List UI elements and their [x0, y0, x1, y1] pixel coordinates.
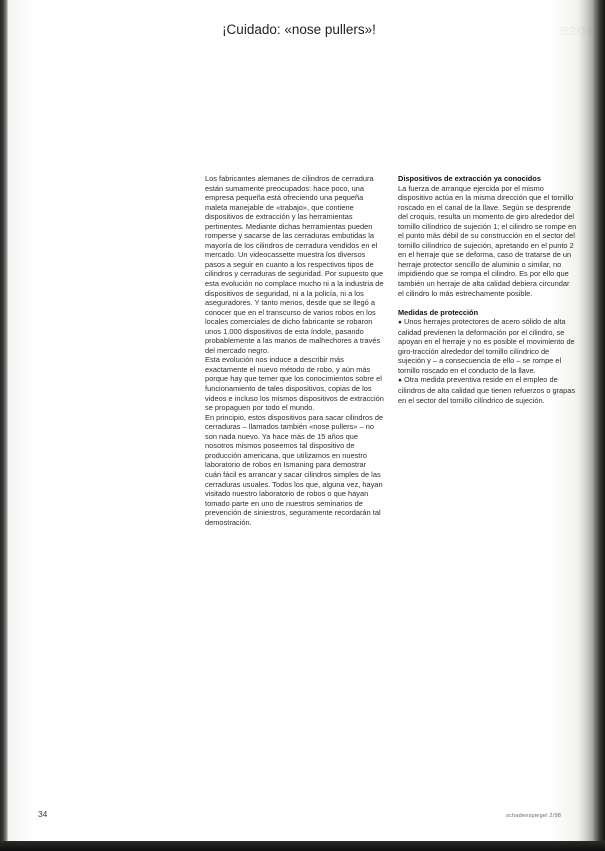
- right-text-column: [398, 174, 577, 527]
- paragraph: Esta evolución nos induce a describir más exactamente el nuevo método de robo, y aún más porque hay que temer que los conocimientos sobre el funcionamiento de tales dispositivos, copias de los videos e incluso los mismos dispositivos de extracción se propaguen por todo el mundo.: [205, 355, 384, 413]
- publication-colophon: schadenspiegel 2/98: [506, 813, 562, 819]
- bullet-list-item: [398, 317, 577, 375]
- scan-right-border: [593, 0, 605, 851]
- article-columns: [205, 174, 577, 527]
- book-gutter-shadow: [0, 0, 8, 843]
- paragraph: La fuerza de arranque ejercida por el mismo dispositivo actúa en la misma dirección que el tornillo roscado en el canal de la llave. Según se desprende del croquis, resulta un momento de giro alrededor del tornillo cilíndrico de sujeción 1; el cilindro se rompe en el punto más débil de su construcción en el sector del tornillo cilíndrico de sujeción, apretando en el punto 2 en el herraje que se deforma, caso de tratarse de un herraje protector sencillo de aluminio o similar, no impidiendo que se rompa el cilindro. Es por ello que también un herraje de alta calidad debiera circundar el cilindro lo más estrechamente posible.: [398, 183, 577, 298]
- bullet-item-text: Unos herrajes protectores de acero sólido de alta calidad previenen la deformación por el cilindro, se apoyan en el herraje y no es posible el movimiento de giro-tracción alrededor del tornillo cilíndrico de sujeción y – a consecuencia de ello – se rompe el tornillo roscado en el conducto de la llave.: [398, 317, 575, 375]
- page-number: 34: [38, 809, 48, 819]
- section-heading-known-devices: Dispositivos de extracción ya conocidos: [398, 174, 541, 183]
- scan-bottom-border: [0, 841, 605, 851]
- bleed-through-ghost-text: nose: [558, 22, 595, 39]
- page-edge-shadow: [579, 0, 593, 841]
- section-heading-protection-measures: Medidas de protección: [398, 307, 479, 317]
- bullet-point-icon: ●: [398, 377, 402, 385]
- paragraph: En principio, estos dispositivos para sacar cilindros de cerraduras – llamados también «nose pullers» – no son nada nuevo. Ya hace más de 15 años que nosotros mismos poseemos tal dispositivo de producción americana, que utilizamos en nuestro laboratorio de robos en Ismaning para demostrar cuán fácil es arrancar y sacar cilindros simples de las cerraduras usuales. Todos los que, alguna vez, hayan visitado nuestro laboratorio de robos o que hayan tomado parte en uno de nuestros seminarios de prevención de siniestros, seguramente recordarán tal demostración.: [205, 412, 384, 527]
- bullet-list-item: [398, 375, 577, 405]
- bullet-point-icon: ●: [398, 319, 402, 327]
- paragraph: Los fabricantes alemanes de cilindros de cerradura están sumamente preocupados: hace poco, una empresa pequeña está ofreciendo una pequeña maleta manejable de «trabajo», que contiene dispositivos de extracción y las herramientas pertinentes. Mediante dichas herramientas pueden romperse y sacarse de las cerraduras embutidas la mayoría de los cilindros de cerradura vendidos en el mercado. Un videocassette muestra los diversos pasos a seguir en cuanto a los respectivos tipos de cilindros y cerraduras de seguridad. Por supuesto que esta evolución no complace mucho ni a la industria de dispositivos de seguridad, ni a la policía, ni a los aseguradores. Y tanto menos, desde que se llegó a conocer que en el transcurso de varios robos en los locales comerciales de dicho fabricante se robaron unos 1.000 dispositivos de esta índole, pasando probablemente a las manos de malhechores a través del mercado negro.: [205, 174, 384, 355]
- magazine-page: [8, 0, 593, 841]
- page-title: ¡Cuidado: «nose pullers»!: [222, 22, 376, 37]
- bullet-item-text: Otra medida preventiva reside en el empleo de cilindros de alta calidad que tienen refuerzos o grapas en el sector del tornillo cilíndrico de sujeción.: [398, 375, 576, 405]
- left-text-column: [205, 174, 384, 527]
